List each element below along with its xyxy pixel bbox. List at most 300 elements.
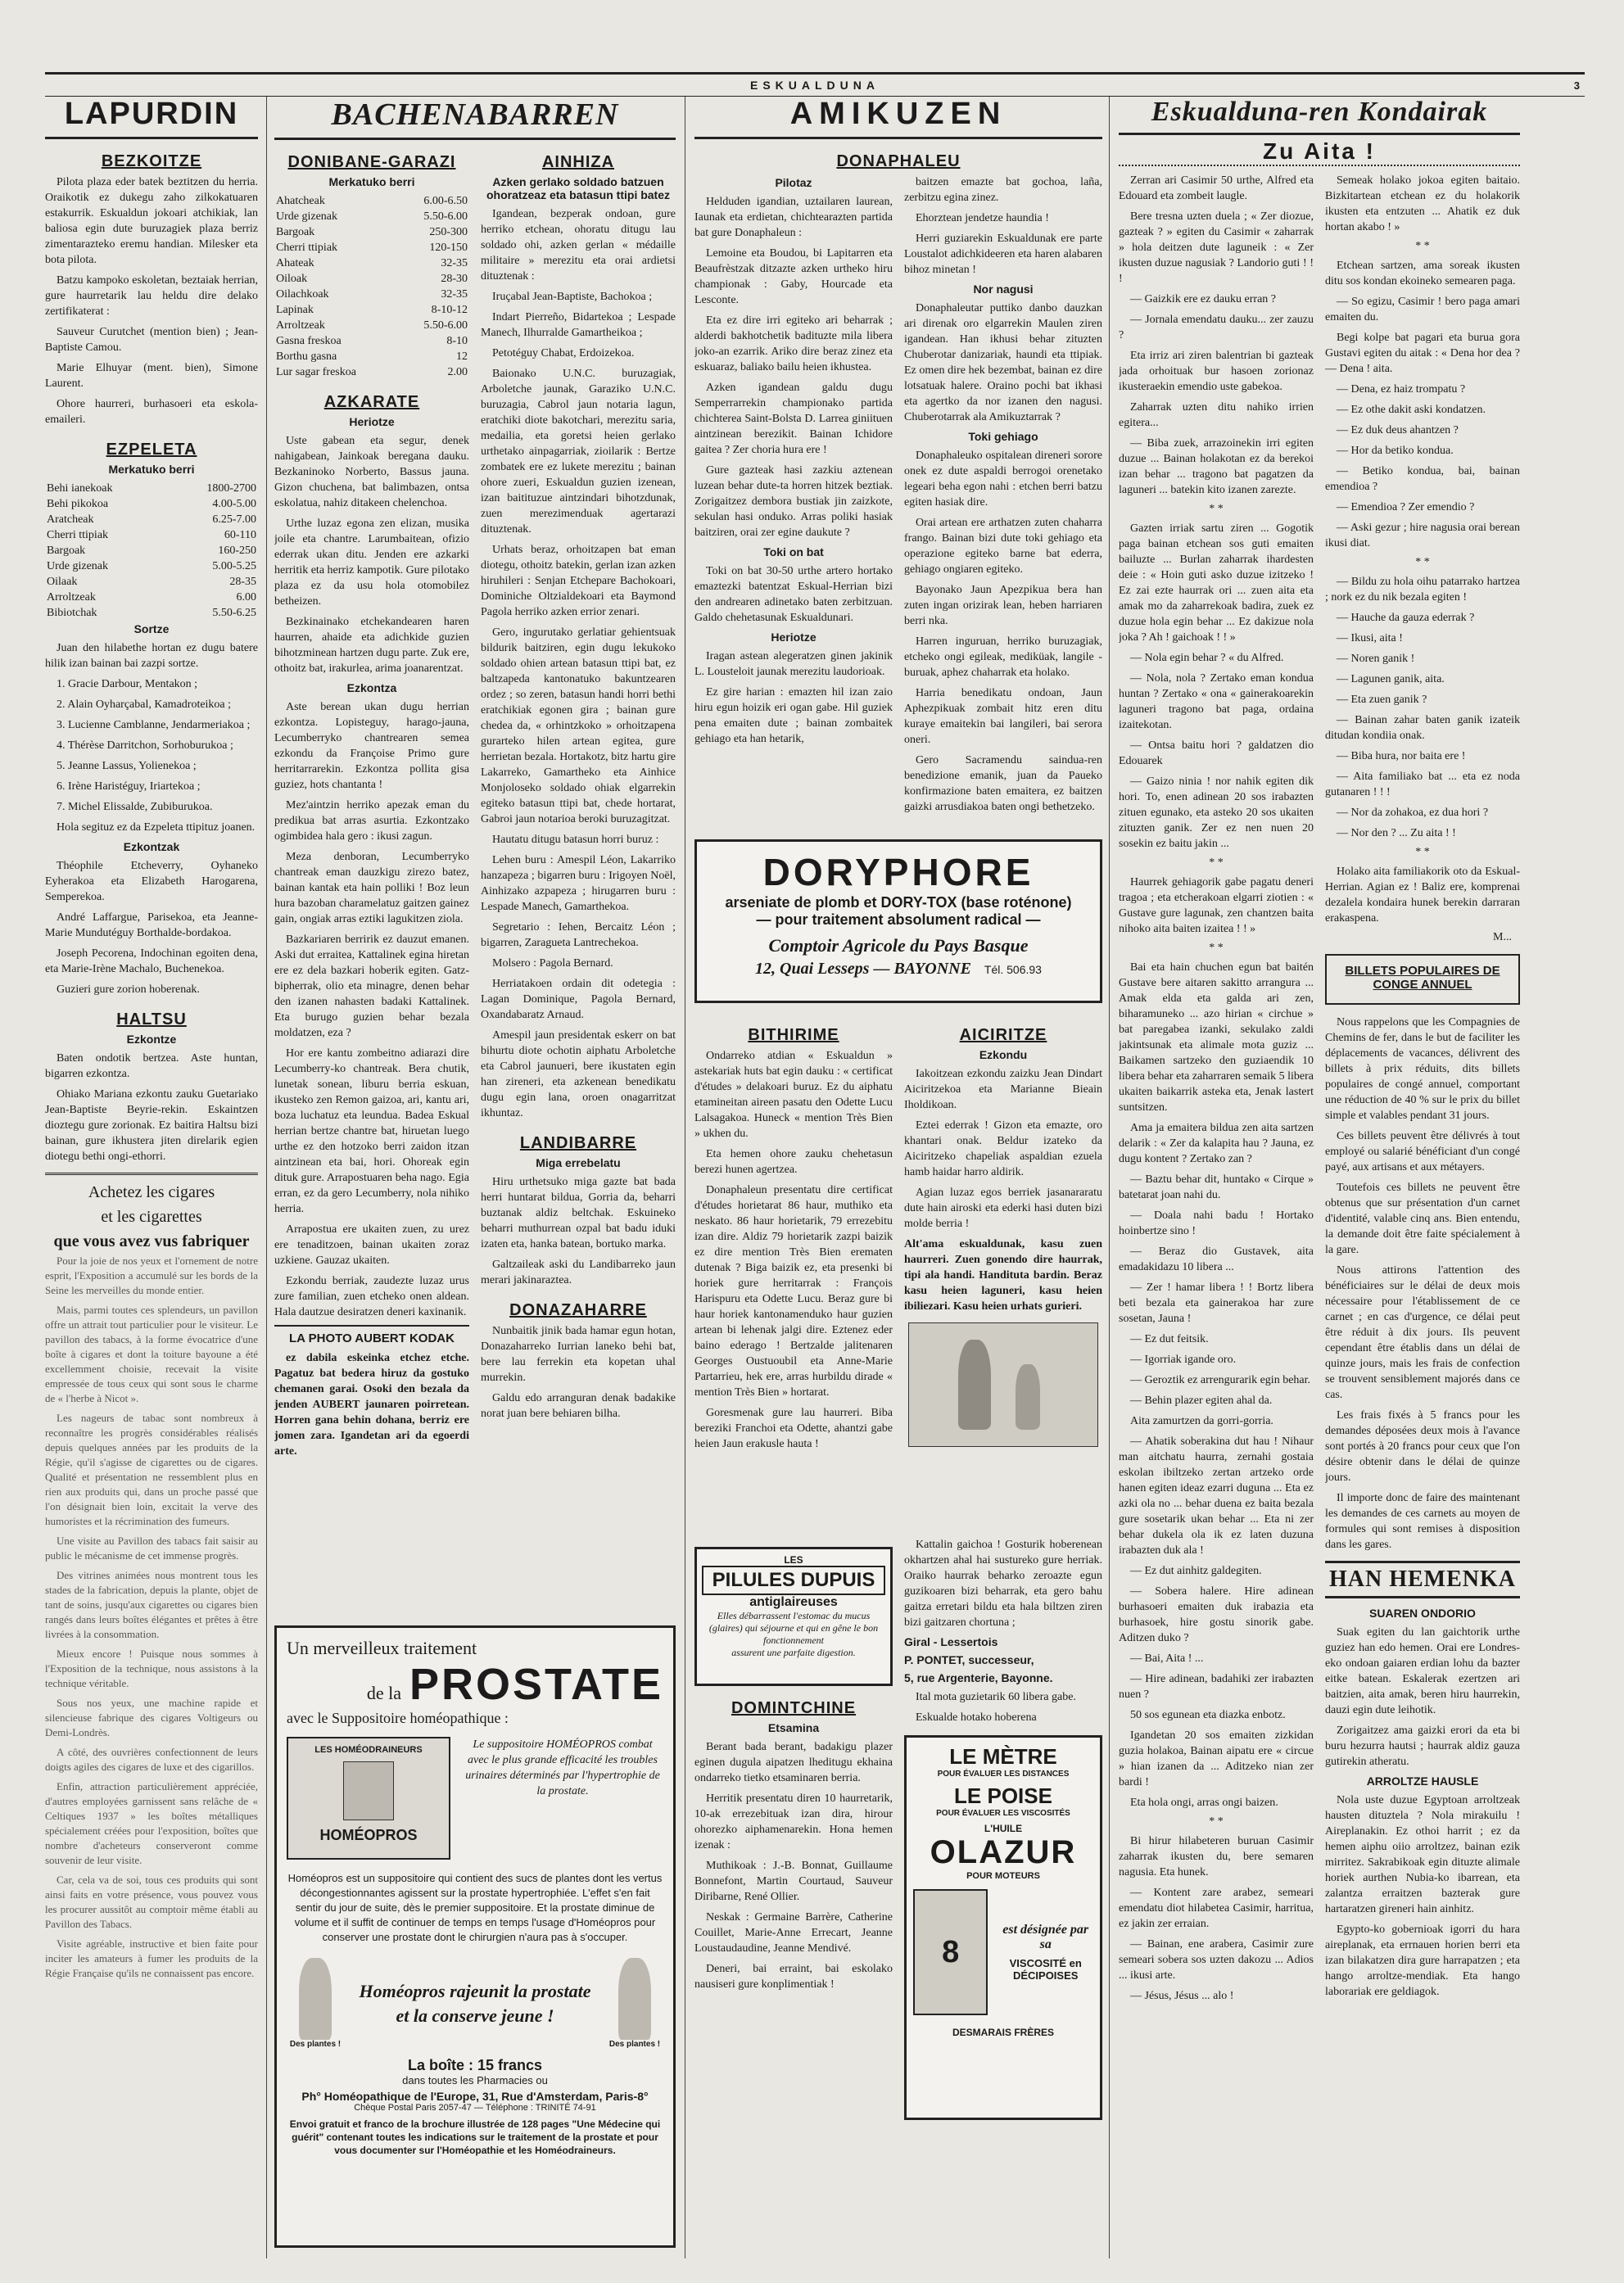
article-text: Galtzaileak aski du Landibarreko jaun merari jakinaraztea.: [481, 1259, 676, 1286]
item-name: Ahateak: [276, 257, 314, 269]
oil-can-icon: 8: [913, 1889, 988, 2015]
story-text: — Nor da zohakoa, ez dua hori ?: [1337, 807, 1489, 819]
section-subtitle: Miga errebelatu: [536, 1156, 621, 1169]
section-title: DONIBANE-GARAZI: [287, 153, 456, 171]
item-price: 28-30: [441, 273, 468, 285]
article-text: Marie Elhuyar (ment. bien), Simone Laurent.: [45, 362, 258, 390]
subcolumn-left: [694, 1013, 893, 1537]
story-text: Haurrek gehiagorik gabe pagatu deneri tragoa ; eta etcherakoan elgarri ziotien : « Gustave gure lagunak, zen chantzen baita nihoko aita baiten izaitea ! ! »: [1119, 876, 1314, 935]
article-text: Mez'aintzin herriko apezak eman du predikua bat arras asurtia. Ezkontzako ogimbidea hala gero : ikusi zagun.: [274, 799, 469, 843]
article-text: Toki on bat 30-50 urthe artero hortako emaztezki batentzat Eskual-Herrian bizi den andrearen adinetako baten zerbitzuan. Galdo chehetasunak Eskualdunari.: [694, 565, 893, 624]
section-title: DOMINTCHINE: [731, 1699, 857, 1717]
table-row: [274, 209, 469, 224]
item-price: 6.25-7.00: [212, 513, 256, 526]
article-text: Hola segituz ez da Ezpeleta ttipituz joanen.: [57, 821, 256, 834]
item-name: Borthu gasna: [276, 350, 337, 363]
ad-line: VISCOSITÉ en DÉCIPOISES: [1009, 1957, 1082, 1982]
section-subtitle: Giral - Lessertois: [904, 1635, 998, 1648]
story-text: — Ikusi, aita !: [1337, 632, 1403, 644]
market-price-table: [45, 481, 258, 621]
article-text: Bezkinainako etchekandearen haren haurren, ahaide eta adichkide guzien bihotzminean hartzen dugu parte. Zuk ere, othoitz bat, irakurlea, arima joanarentzat.: [274, 616, 469, 675]
headline-line: que vous avez vus fabriquer: [53, 1232, 250, 1250]
item-name: Oiloak: [276, 273, 308, 285]
section-title: BILLETS POPULAIRES DE CONGE ANNUEL: [1345, 964, 1500, 992]
table-row: [274, 224, 469, 240]
ad-line: de la: [366, 1683, 401, 1703]
article-text: Hor ere kantu zombeitno adiarazi dire Lecumberry-ko chantreak. Bera chutik, lunetak sonean, liburu berria eskuan, ikusteko zen Remon gaizoa, ari, kantu ari, boza luchatuz eta leundua. Badea Eskual herrian bertze chantre bat, hiruetan luego urthe ez den hotzoko berri zaidon itzan aintzinean eta bai, hori. Ohoreak egin dituk gure. Arrapostuaren beha nago. Egia erran, ez da gero Lecumberry, nola nihiko herria.: [274, 1047, 469, 1215]
section-title: HAN HEMENKA: [1329, 1566, 1516, 1592]
article-text: Les nageurs de tabac sont nombreux à reconnaître les progrès considérables réalisés depuis quelques années par les produits de la Régie, qu'il s'agisse de cigarettes ou de cigares. Qualité et présentation ne ressemblent plus en rien aux produits qui, dans un proche passé que l'on désignait bien loin, excitait la verve des humoristes et la récrimination des fumeurs.: [45, 1412, 258, 1527]
article-text: Une visite au Pavillon des tabacs fait saisir au public le mécanisme de cet immense progrès.: [45, 1535, 258, 1562]
item-name: Bargoak: [47, 545, 86, 557]
article-text: Gero, ingurutako gerlatiar gehientsuak bildurik baitziren, egin dugu lekukoko soldado ohien artean batasun ttipi bat, ez baltzapeda kantonatuko bakuntzearen ordez ; so zeren, batasun handi horri bethi eratchikiak egonen gira ; bainan gure chedea da, « orhintzkoko » orhoitzapena gurarteko hilen artean egitea, gure herrietan bezala. Hortakotz, bitz hartu gire Lakarreko, Gamartheko eta Ainhice Monjoloseko soldado ohiak elgarrekin egiteko batasun ttipi bat, chede hortarat, Gabroi jaun notarioa beroki buruzagitzat.: [481, 626, 676, 825]
article-text: Nous attirons l'attention des bénéficiaires sur le délai de deux mois nécessaire pour l'établissement de ce carnet ; en cas d'urgence, ce délai peut être réduit à dix jours. Ils peuvent cependant être établis dans un délai de quinze jours, mais les frais de confection se trouvent sensiblement majorés dans ce cas.: [1325, 1264, 1520, 1401]
ad-line: Comptoir Agricole du Pays Basque: [768, 935, 1029, 956]
article-text: Nola uste duzue Egyptoan arroltzeak hausten dituztela ? Nola mirakuilu ! Aireplanakin. Ez othoi harrit ; ez da hemen aiphu oiio arroltzez, bainan ezik mirritez. Sakrabikoak egin dituzte alimale horiek aurthen Nubia-ko ibarrean, eta zalantza erraitzen bazterak gure hartaratzen gireneri hain ainhitz.: [1325, 1794, 1520, 1915]
plant-icon: [299, 1958, 332, 2040]
story-text: — Gaizo ninia ! nor nahik egiten dik hori. To, enen adinean 20 sos irabazten zituen egunako, eta asteko 20 sos ukaiten zituzten ganik. Zer ez nen nuen 20 sosekin ez baitu jakin ...: [1119, 775, 1314, 850]
item-name: Bargoak: [276, 226, 315, 238]
ad-slogan-row: [287, 1958, 663, 2049]
item-price: 32-35: [441, 257, 468, 269]
article-text: Sous nos yeux, une machine rapide et silencieuse fabrique des cigares Voltigeurs ou Demi-Londrès.: [45, 1697, 258, 1738]
table-row: [45, 605, 258, 621]
story-text: Zaharrak uzten ditu nahiko irrien egitera...: [1119, 401, 1314, 429]
article-text: Hiru urthetsuko miga gazte bat bada herri huntarat bildua, Gorria da, beharri buztanak aldiz beltchak. Eskuineko beharri muthurrean ozpal bat badu iduki izaten eta, hanka batean, bortuko marka.: [481, 1176, 676, 1250]
figure-shape: [1016, 1364, 1040, 1430]
item-price: 6.00-6.50: [423, 195, 468, 207]
ad-line: avec le Suppositoire homéopathique :: [287, 1710, 509, 1726]
item-price: 28-35: [229, 576, 256, 588]
list-item: 7. Michel Elissalde, Zubiburukoa.: [57, 801, 213, 813]
ad-title-row: [287, 1659, 663, 1710]
item-price: 60-110: [224, 529, 256, 541]
article-text: Herriatakoen ordain dit odetegia : Lagan Dominique, Pagola Bernard, Oxandabaratz Arnaud.: [481, 978, 676, 1021]
article-text: Galdu edo arranguran denak badakike norat juan bere behiaren bilha.: [481, 1392, 676, 1420]
story-text: — Lagunen ganik, aita.: [1337, 673, 1445, 685]
section-title: BEZKOITZE: [101, 152, 202, 170]
article-text: Goresmenak gure lau haurreri. Biba bereziki Franchoi eta Odette, ahantzi gabe heien Jaun erakusle hauta !: [694, 1407, 893, 1450]
region-heading: Eskualduna-ren Kondairak: [1119, 97, 1520, 135]
section-title: BITHIRIME: [748, 1026, 839, 1044]
story-text: — Eta zuen ganik ?: [1337, 694, 1427, 706]
article-text: Uste gabean eta segur, denek nahigabean, Jainkoak beregana dauku. Bezkaninoko Norberto, Bassus jauna. Gizon chuchena, bat balimbazen, ontsa eskolatua, nahiz ditakeen chelenchoa.: [274, 435, 469, 509]
section-separator: * *: [1209, 503, 1224, 515]
table-row: [274, 333, 469, 349]
article-text: Iragan astean alegeratzen ginen jakinik L. Lousteloit jaunak merezitu laudorioak.: [694, 650, 893, 678]
notice-text: Alt'ama eskualdunak, kasu zuen haurreri. Zuen gonendo dire haurrak, tipi ala handi. Handituta bardin. Beraz kasu heien laguneri, kasu heien ibiliezari. Kasu heien urhats gurieri.: [904, 1238, 1102, 1313]
article-text: Iakoitzean ezkondu zaizku Jean Dindart Aiciritzekoa eta Marianne Bieain Iholdikoan.: [904, 1068, 1102, 1111]
article-text: Sauveur Curutchet (mention bien) ; Jean-Baptiste Camou.: [45, 326, 258, 354]
story-text: — Betiko kondua, bai, bainan emendioa ?: [1325, 465, 1520, 493]
slogan-line: et la conserve jeune !: [396, 2005, 554, 2026]
article-text: Herri guziarekin Eskualdunak ere parte Loustalot adichkideeren eta haren alabaren bihoz minetan !: [904, 233, 1102, 276]
table-row: [45, 558, 258, 574]
headline-line: et les cigarettes: [101, 1208, 202, 1226]
article-text: Aste berean ukan dugu herrian ezkontza. Lopisteguy, harago-jauna, Lecumberryko chantrearen semea ezkondu da Françoise Primo gure herritarrarekin. Ezkontza pollita gisa guziez, hots chantanta !: [274, 701, 469, 791]
item-name: Bibiotchak: [47, 607, 97, 619]
story-text: — Bainan zahar baten ganik izateik ditudan kondiia onak.: [1325, 714, 1520, 742]
section-subtitle: Heriotze: [349, 415, 395, 428]
column-lapurdin: [45, 97, 266, 1986]
ad-line: POUR ÉVALUER LES DISTANCES: [937, 1770, 1070, 1779]
article-text: Ital mota guzietarik 60 libera gabe.: [916, 1691, 1076, 1703]
article-text: Harren inguruan, herriko buruzagiak, etcheko ongi egileak, mediküak, langile - buruak, aphez chaharrak eta holako.: [904, 635, 1102, 679]
ad-brand-title: DORYPHORE: [762, 851, 1034, 893]
story-text: Igandetan 20 sos emaiten zizkidan guzia holakoa, Bainan aipatu ere « circue » hian izanen da ... Aditzeko nian zer bardi !: [1119, 1729, 1314, 1788]
item-price: 12: [456, 350, 468, 363]
article-text: Ondarreko atdian « Eskualdun » astekariak huts bat egin dauku : « certificat d'études » delakoari buruz. Ez du aiphatu etamineitan aireen pasatu den Odette Lucu Lalsagakoa. Huneck « mention Très Bien » ukhen du.: [694, 1050, 893, 1140]
list-item: 6. Irène Haristéguy, Iriartekoa ;: [57, 780, 201, 793]
story-text: Eta irriz ari ziren balentrian bi gazteak jada orhoituak bur hasoen zorionaz ikusteraekin emendio uste gabekoa.: [1119, 350, 1314, 393]
section-title: LA PHOTO AUBERT KODAK: [289, 1331, 455, 1345]
article-text: Iruçabal Jean-Baptiste, Bachokoa ;: [492, 291, 653, 303]
story-text: Gazten irriak sartu ziren ... Gogotik paga bainan etchean sos guti emaiten bailuzte ... Burlan zaharrak ihardesten deie : « Hoin guti asko duzue izitzeko ! Ez zai ezte haurrak ori ... zuen aita eta amak mo da zaharrekoak badira, zuek ez duzue hola egin behar ... Ez dakizue nola joka ? Ah ! gaichoak ! ! »: [1119, 522, 1314, 644]
article-text: Kattalin gaichoa ! Gosturik hoberenean okhartzen ahal hai sustureko gure herriak. Oraiko haurrak beharko zeroazte egun guzikoaren bizi beharrak, eta gero bahu gaitza erretari bildu eta hala biltzen ziren bizi gaitzaren chortuna ;: [904, 1539, 1102, 1629]
table-row: [45, 512, 258, 527]
article-text: Ohiako Mariana ezkontu zauku Guetariako Jean-Baptiste Beyrie-rekin. Eskaintzen dioztegu gure zorionak. Ez baitira Haltsu bizi bainan, gure ikhustera jiten direlarik egien diotegu bethi ongi-ethorri.: [45, 1088, 258, 1163]
table-row: [274, 240, 469, 255]
ad-visual-row: [913, 1889, 1093, 2015]
story-text: — Doala nahi badu ! Hortako hoinbertze sino !: [1119, 1209, 1314, 1237]
article-text: Eskualde hotako hoberena: [916, 1711, 1037, 1724]
shop-name: P. PONTET, successeur,: [904, 1653, 1034, 1666]
article-text: Ohore haurreri, burhasoeri eta eskola-emaileri.: [45, 398, 258, 426]
story-text: — Baztu behar dit, huntako « Cirque » batetarat joan nahi du.: [1119, 1173, 1314, 1201]
cigar-headline: [45, 1180, 258, 1254]
item-name: Urde gizenak: [276, 210, 338, 223]
section-subtitle: SUAREN ONDORIO: [1369, 1607, 1476, 1620]
story-text: Holako aita familiakorik oto da Eskual-Herrian. Agian ez ! Baliz ere, komprenai dezalela kondaira hunek berekin darraran erakaspena.: [1325, 866, 1520, 925]
article-text: Mieux encore ! Puisque nous sommes à l'Exposition de la technique, nous assistons à la technique véritable.: [45, 1648, 258, 1689]
subcolumn-right: [904, 1013, 1102, 1537]
article-text: Bazkariaren berririk ez dauzut emanen. Aski dut erraitea, Kattalinek egina hiretan ere ez dela bazkari hoberik egiten. Gatz-bipherrak, olio eta minagre, denen behar den izanen nahasten badaki Kattalinek. Eta burugo guzien behar bezala moldatzen, eza ?: [274, 934, 469, 1039]
item-name: Oilaak: [47, 576, 78, 588]
item-name: Lur sagar freskoa: [276, 366, 356, 378]
item-name: Behi pikokoa: [47, 498, 109, 510]
table-row: [274, 287, 469, 302]
shop-address: 5, rue Argenterie, Bayonne.: [904, 1671, 1053, 1684]
ad-slogan: [344, 1979, 606, 2028]
section-subtitle: Merkatuko berri: [328, 175, 415, 188]
ad-line: est désignée par sa: [1002, 1923, 1089, 1951]
article-text: Car, cela va de soi, tous ces produits qui sont ainsi faits en votre présence, vous pouvez vous les procurer aussitôt au comptoir même établi au Pavillon des Tabacs.: [45, 1874, 258, 1930]
ad-product-row: [287, 1737, 663, 1860]
article-text: Gero Sacramendu saindua-ren benedizione emanik, juan da Paueko konfirmazione baten emaitera, ez baitzen gaizki arrusdiakoa baten ongi bethetzeko.: [904, 754, 1102, 813]
story-text: Zerran ari Casimir 50 urthe, Alfred eta Edouard eta zombeit laugle.: [1119, 174, 1314, 202]
item-name: Cherri ttipiak: [276, 242, 338, 254]
mother-child-illustration: [908, 1322, 1098, 1447]
article-text: A côté, des ouvrières confectionnent de leurs doigts agiles des cigares de luxe et des cigarillos.: [45, 1746, 258, 1773]
story-text: — Noren ganik !: [1337, 653, 1415, 665]
article-text: Gure gazteak hasi zazkiu aztenean luzean behar dute-ta horren hitzek beztiak. Zorigaitzez dembora bustiak jin zaizkote, sekulan hasi onduko. Arras poliki hasiak baitziren, orai zer egine daukute ?: [694, 464, 893, 539]
ad-line: Chèque Postal Paris 2057-47 — Téléphone : TRINITÉ 74-91: [354, 2103, 596, 2113]
article-text: Berant bada berant, badakigu plazer eginen dugula aipatzen lheditugu ekhaina ondarreko tietko etsaminaren berria.: [694, 1741, 893, 1784]
article-text: Ezkondu berriak, zaudezte luzaz urus zure familian, zuen etcheko onen aldean. Hala dautzue desiratzen deneri kaxinanik.: [274, 1275, 469, 1318]
item-name: Lapinak: [276, 304, 314, 316]
article-text: Pilota plaza eder batek beztitzen du herria. Oraikotik ez dukegu zaho zilkokatuaren estakurrik. Eskualdun jokoari atchikiak, lan baliosa egin dute buruzagiek plaza berriz zimentarazteko eremu handian. Milesker eta bota pilota.: [45, 176, 258, 266]
story-text: — Emendioa ? Zer emendio ?: [1337, 501, 1475, 513]
story-text: — Dena, ez haiz trompatu ?: [1337, 383, 1466, 396]
section-title: AICIRITZE: [959, 1026, 1047, 1044]
article-text: Ehorztean jendetze haundia !: [916, 212, 1049, 224]
story-text: — Bildu zu hola oihu patarrako hartzea ; nork ez du nik bezala egiten !: [1325, 576, 1520, 604]
ad-brand-title: PILULES DUPUIS: [702, 1566, 885, 1595]
page-number: 3: [1573, 79, 1585, 92]
article-text: Muthikoak : J.-B. Bonnat, Guillaume Bonnefont, Martin Courtaud, Sauveur Diribarne, René Ollier.: [694, 1860, 893, 1903]
section-title: HALTSU: [116, 1010, 187, 1028]
article-text: Joseph Pecorena, Indochinan egoiten dena, eta Marie-Irène Machalo, Buchenekoa.: [45, 947, 258, 975]
ad-line: Envoi gratuit et franco de la brochure illustrée de 128 pages "Une Médecine qui guérit" contenant toutes les indications sur le traitement de la prostate et pour vous documenter sur l'Homéopathie et les Homéodraineurs.: [289, 2118, 661, 2156]
story-text: Etchean sartzen, ama soreak ikusten ditu sos kondan ekoineko semearen paga.: [1325, 260, 1520, 287]
story-text: — Hor da betiko kondua.: [1337, 445, 1454, 457]
story-text: — Sobera halere. Hire adinean burhasoeri emaiten duk irabazia eta burhasoek, hire gostu sinorik gabe. Aditzen duko ?: [1119, 1585, 1314, 1644]
article-text: Urthe luzaz egona zen elizan, musika joile eta chantre. Larumbaitean, ofizio ederrak ukan ditu. Jenden ere azkarki herritik eta herriz kampotik. Gure pilotako plaza ez da usu hola otomobilez betheizen.: [274, 518, 469, 608]
story-text: — Ez othe dakit aski kondatzen.: [1337, 404, 1486, 416]
market-price-table: [274, 193, 469, 380]
divider: [45, 1173, 258, 1175]
plant-caption: Des plantes !: [608, 2040, 661, 2049]
item-name: Arroltzeak: [47, 591, 96, 604]
article-text: Batzu kampoko eskoletan, beztaiak herrian, gure haurretarik lau heldu dire delako zertifikaterat :: [45, 274, 258, 318]
story-text: 50 sos egunean eta diazka enbotz.: [1130, 1709, 1286, 1721]
article-text: Ces billets peuvent être délivrés à tout employé ou salarié bénéficiant d'un congé payé, aux artisans et aux métayers.: [1325, 1130, 1520, 1173]
story-text: — Bai, Aita ! ...: [1130, 1652, 1204, 1665]
story-text: — Ahatik soberakina dut hau ! Nihaur man aitchatu haurra, zernahi gostaia eskolan ibiltzeko zertan artzeko orde hanen egiten ideaz ezarri duguna ... Eta ez azki ola no ... behar duena ez baita bezala gure sosetarik ukan behar ... Eta ni zer behar dukela ola ik ez laten duzuna irabazten duk ala !: [1119, 1435, 1314, 1557]
section-subtitle: Ezkontza: [346, 681, 397, 694]
item-name: Aratcheak: [47, 513, 94, 526]
item-price: 32-35: [441, 288, 468, 301]
slogan-line: Homéopros rajeunit la prostate: [359, 1980, 591, 2001]
pilules-dupuis-advertisement: [694, 1547, 893, 1686]
column-amikuzen: [686, 97, 1111, 2258]
item-price: 120-150: [429, 242, 468, 254]
section-title: LANDIBARRE: [519, 1134, 637, 1152]
author-signature: M...: [1493, 931, 1512, 943]
item-price: 5.00-5.25: [212, 560, 256, 572]
list-item: 1. Gracie Darbour, Mentakon ;: [57, 678, 198, 690]
article-text: Segretario : Iehen, Bercaitz Léon ; bigarren, Zaragueta Lantrechekoa.: [481, 921, 676, 949]
table-row: [45, 590, 258, 605]
table-row: [45, 574, 258, 590]
article-text: Juan den hilabethe hortan ez dugu batere hilik izan bainan bai zazpi sortze.: [45, 642, 258, 670]
section-subtitle: Ezkontze: [126, 1033, 177, 1046]
item-price: 5.50-6.00: [423, 210, 468, 223]
section-separator: * *: [1209, 857, 1224, 869]
two-column-body: [274, 140, 676, 1614]
story-text: — Igorriak igande oro.: [1130, 1354, 1237, 1366]
han-hemenka-banner: [1325, 1561, 1520, 1598]
ad-line: POUR ÉVALUER LES VISCOSITÉS: [936, 1809, 1070, 1818]
two-column-body: [1119, 173, 1520, 2245]
story-text: Ama ja emaitera bildua zen aita sartzen delarik : « Zer da kalapita hau ? Jauna, ez dugu kontent ? Zertako zan ?: [1119, 1122, 1314, 1165]
story-text: Eta hola ongi, arras ongi baizen.: [1130, 1797, 1278, 1809]
article-text: Agian luzaz egos berriek jasanararatu dute hain airoski eta ederki hasi duten bizi molde berria !: [904, 1187, 1102, 1230]
ad-line: arseniate de plomb et DORY-TOX (base roténone): [725, 894, 1072, 911]
figure-shape: [958, 1340, 991, 1430]
story-text: Semeak holako jokoa egiten baitaio. Bizkitartean etchean ez du holakorik ikusten eta entzuten ... Ahatik ez duk hortan akabo ! »: [1325, 174, 1520, 233]
story-text: Bere tresna uzten duela ; « Zer diozue, gazteak ? » egiten du Casimir « zaharrak » hola deitzen dute laguneik : « Zer ikusten duzue nagusiak ? Landorio guti ! ! !: [1119, 210, 1314, 285]
doryphore-advertisement: [694, 839, 1102, 1003]
ad-footer: DESMARAIS FRÈRES: [952, 2027, 1054, 2038]
article-text: Orai artean ere arthatzen zuten chaharra frango. Bainan bizi dute toki gehiago eta operazione egiteko barne bat ederra, gehiago ongiaren egiteko.: [904, 517, 1102, 576]
subcolumn-left: [1119, 173, 1314, 2245]
article-text: Lehen buru : Amespil Léon, Lakarriko hanzapeza ; bigarren buru : Irigoyen Noël, Ainhizako azpapeza ; hirugarren buru : Lespade Manech, Gamarthekoa.: [481, 854, 676, 913]
ad-line: antiglaireuses: [749, 1595, 838, 1609]
section-title: DONAPHALEU: [836, 152, 961, 170]
story-text: — Behin plazer egiten ahal da.: [1130, 1395, 1273, 1407]
ad-price: La boîte : 15 francs: [407, 2057, 543, 2073]
ad-description: Le suppositoire HOMÉOPROS combat avec le plus grande efficacité les troubles urinaires déterminés par l'hypertrophie de la prostate.: [465, 1738, 660, 1797]
story-text: — So egizu, Casimir ! bero paga amari emaiten du.: [1325, 296, 1520, 323]
article-text: Petotéguy Chabat, Erdoizekoa.: [492, 347, 635, 359]
item-price: 250-300: [429, 226, 468, 238]
plant-caption: Des plantes !: [289, 2040, 342, 2049]
section-title: DONAZAHARRE: [509, 1301, 647, 1319]
section-subtitle: Etsamina: [767, 1721, 820, 1734]
section-title: AZKARATE: [323, 393, 420, 411]
article-text: Donaphaleutar puttiko danbo dauzkan ari direnak oro elgarrekin Maulen ziren igandean. Han ikhusi behar zituzten Chuberotar danizariak, haundi eta ttipiak. Ez omen dire hek bezembat, bainan ez dire lotsatuak halere. Oraino pochi bat ikhasi eta agertko da nor izanen den nagusi. Chuberotarrak ala Amikuztarrak ?: [904, 302, 1102, 423]
box-brand: HOMÉOPROS: [319, 1827, 418, 1843]
article-text: Egypto-ko gobernioak igorri du hara aireplanak, eta errnauen horien berri eta izan bilakatzen dira gure harrapatzen ; eta hango arroltze-mendiak. Eta hango laborariak ere geldiagok.: [1325, 1924, 1520, 1998]
article-text: Donaphaleuko ospitalean direneri sorore onek ez dute aspaldi berrogoi orenetako legeari beha egon nahi : etchen berri batzu egiten hasiak dire.: [904, 450, 1102, 509]
article-text: Meza denboran, Lecumberryko chantreak eman dauzkigu zirezo batez, bainan kantak eta hain polliki ! Boz leun hura bazoban charamelatuz gaitzen gainez gain, ongiak arras eztiki lagukitzen ziola.: [274, 851, 469, 925]
story-title: Zu Aita !: [1119, 138, 1520, 166]
list-item: 4. Thérèse Darritchon, Sorhoburukoa ;: [57, 739, 233, 752]
ad-line: — pour traitement absolument radical —: [756, 911, 1041, 928]
story-text: Bai eta hain chuchen egun bat baitén Gustave bere aitaren sakitto arrangura ... Amak elda eta galda ari zen, biharamuneko ... azo hirian « circhue » bat paregabea izanki, sekulako zaldi jakintsunak eta alimale mota guziz ... Baikamen sartzeko den guziaendik 10 libera behar eta zaharraren semaik 5 libera ukaiten baikarrik asteka eta, Jenak lastert suntsitzen.: [1119, 961, 1314, 1114]
section-subtitle: Toki gehiago: [968, 430, 1038, 443]
section-subtitle: Ezkondu: [979, 1048, 1028, 1061]
section-subtitle: Nor nagusi: [973, 283, 1034, 296]
article-text: Des vitrines animées nous montrent tous les stades de la fabrication, depuis la plante, objet de tant de soins, jusqu'aux cigarettes ou cigares bien rangés dans leurs boîtes élégantes et prêtes à être livrées à la consommation.: [45, 1569, 258, 1640]
item-price: 1800-2700: [206, 482, 256, 495]
article-text: Urhats beraz, orhoitzapen bat eman diotegu, othoitz batekin, gerlan izan azken hiruhileri : Senjan Etchepare Bachokoari, Dominiche Oltzialdekoari eta Baymond Pagola herriko azken errior zenari.: [481, 544, 676, 618]
table-row: [274, 349, 469, 364]
story-text: — Biba hura, nor baita ere !: [1337, 750, 1466, 762]
ad-line: Un merveilleux traitement: [287, 1638, 477, 1658]
billets-notice: [1325, 954, 1520, 1005]
box-label: LES HOMÉODRAINEURS: [314, 1745, 423, 1755]
ad-brand-title: OLAZUR: [930, 1834, 1077, 1870]
story-text: Bi hirur hilabeteren buruan Casimir zaharrak ikusten du, bere semaren nagusia. Eta hunek.: [1119, 1835, 1314, 1878]
story-text: — Nola egin behar ? « du Alfred.: [1130, 652, 1284, 664]
ad-line: assurent une parfaite digestion.: [731, 1647, 856, 1658]
table-row: [274, 364, 469, 380]
region-heading: AMIKUZEN: [694, 97, 1102, 139]
headline-line: Achetez les cigares: [88, 1183, 215, 1201]
article-text: Azken igandean galdu dugu Semperrarrekin championako partida chichterea Saint-Bolsta D. Larrea giniituen aintzinean berezikit. Bainan Ichidore gaitea ? Zer choria hura ere !: [694, 382, 893, 456]
article-text: Baionako U.N.C. buruzagiak, Arboletche jaunak, Garaziko U.N.C. buruzagia, Cabrol jaun notaria lagun, eratchiki diote bakotchari, merezitu saria, medailia, eta goretsi heien gerlako urthetako ainpagarriak, zioilarik : Bertze zombatek ere ez lukete merezitu ; bainan ohore zueri, Eskualdun guzien izenean, izan baitituzue aintzindari bihotzdunak, zuen merezimenduak agertarazi dituztenak.: [481, 368, 676, 536]
item-name: Behi ianekoak: [47, 482, 113, 495]
plant-icon: [618, 1958, 651, 2040]
item-price: 8-10-12: [431, 304, 468, 316]
story-text: — Aski gezur ; hire nagusia orai berean ikusi diat.: [1325, 522, 1520, 549]
list-item: 2. Alain Oyharçabal, Kamadroteikoa ;: [57, 698, 232, 711]
subcolumn-left: [274, 140, 469, 1614]
ad-tagline: [997, 1923, 1093, 1982]
section-subtitle: Ezkontzak: [123, 840, 180, 853]
article-text: Nous rappelons que les Compagnies de Chemins de fer, dans le but de faciliter les déplacements de vacances, délivrent des billets à prix réduits, dits billets populaires de congé annuel, comportant une réduction de 40 % sur le prix du billet simple et valables pendant 31 jours.: [1325, 1016, 1520, 1122]
story-text: — Ontsa baitu hori ? galdatzen dio Edouarek: [1119, 739, 1314, 767]
article-text: ez dabila eskeinka etchez etche. Pagatuz bat bedera hiruz da gostuko chemanen garai. Osoki den bezala da jenden AUBERT jaunaren poirretean. Horren gana behin dohana, berriz ere jomen zara. Igandetan ari da egoerdi arte.: [274, 1352, 469, 1458]
item-name: Cherri ttipiak: [47, 529, 109, 541]
story-text: — Geroztik ez arrengurarik egin behar.: [1130, 1374, 1311, 1386]
article-text: Nunbaitik jinik bada hamar egun hotan, Donazaharreko Iurrian laneko behi bat, bere lau ferrekin eta kopetan uhal murrekin.: [481, 1325, 676, 1384]
section-separator: * *: [1415, 556, 1430, 568]
article-text: Enfin, attraction particulièrement appréciée, d'autres employées garnissent sans relâche de « Celtiques 1937 » les boîtes métalliques spécialement créées pour l'exposition, boîtes que nombre d'acheteurs conserveront comme souvenir de leur visite.: [45, 1780, 258, 1866]
section-subtitle: Merkatuko berri: [108, 463, 195, 476]
table-row: [274, 193, 469, 209]
article-text: Visite agréable, instructive et bien faite pour inciter les amateurs à fumer les produits de la Régie Française qu'ils ne connaissent pas encore.: [45, 1937, 258, 1979]
item-name: Ahatcheak: [276, 195, 325, 207]
column-kondairak: [1111, 97, 1520, 2258]
story-text: — Zer ! hamar libera ! ! Bortz libera beti bezala eta gainerakoa har zure sosetan, Jauna !: [1119, 1282, 1314, 1325]
item-name: Gasna freskoa: [276, 335, 342, 347]
list-item: 3. Lucienne Camblanne, Jendarmeriakoa ;: [57, 719, 251, 731]
article-text: baitzen emazte bat gochoa, laña, zerbitzu egina zinez.: [904, 176, 1102, 204]
story-text: Aita zamurtzen da gorri-gorria.: [1130, 1415, 1273, 1427]
article-text: Mais, parmi toutes ces splendeurs, un pavillon offre un attrait tout particulier pour le visiteur. Le pavillon des tabacs, à la forme évocatrice d'une boîte à cigares et dont la toiture bayoune a été excellemment choisie, recevait la visite empressée de tous ceux qui sont sous le charme de « l'herbe à Nicot ».: [45, 1304, 258, 1404]
section-separator: * *: [1415, 240, 1430, 252]
masthead: [45, 72, 1585, 97]
article-text: Hautatu ditugu batasun horri buruz :: [492, 834, 659, 846]
story-text: — Ez duk deus ahantzen ?: [1337, 424, 1459, 436]
ad-phone: Tél. 506.93: [984, 963, 1042, 976]
article-text: Lemoine eta Boudou, bi Lapitarren eta Beaufrèstzak ditzazte azken urtheko hiru championak : Gaby, Hourcade eta Lesconte.: [694, 247, 893, 306]
ad-body-text: Homéopros est un suppositoire qui contient des sucs de plantes dont les vertus décongestionnantes agissent sur la prostate hypertrophiée. L'effet s'en fait sentir du jour de suite, dès le premier suppositoire. Et la prostate diminue de volume et il suffit de continuer de temps en temps l'usage d'Homéopros pour conserver une prostate dont le chirurgien n'aura pas à s'occuper.: [287, 1872, 663, 1943]
article-text: Deneri, bai erraint, bai eskolako nausiseri gure konplimentiak !: [694, 1963, 893, 1991]
section-subtitle: ARROLTZE HAUSLE: [1366, 1774, 1479, 1788]
item-name: Arroltzeak: [276, 319, 325, 332]
subcolumn-left: [694, 174, 893, 830]
ad-line: Elles débarrassent l'estomac du mucus (glaires) qui séjourne et qui en gêne le bon fonctionnement: [708, 1610, 879, 1646]
ad-line: LE POISE: [954, 1783, 1052, 1808]
section-subtitle: Heriotze: [771, 631, 817, 644]
story-text: — Gaizkik ere ez dauku erran ?: [1130, 293, 1277, 305]
table-row: [45, 527, 258, 543]
section-title: AINHIZA: [541, 153, 615, 171]
article-text: André Laffargue, Parisekoa, eta Jeanne-Marie Mundutéguy Borthalde-bordakoa.: [45, 911, 258, 939]
ad-line: LES: [784, 1554, 803, 1566]
article-text: Helduden igandian, uztailaren laurean, Iaunak eta erdietan, chichtearazten partida bat gure Donaphaleun :: [694, 196, 893, 239]
story-text: — Jésus, Jésus ... alo !: [1130, 1990, 1234, 2002]
article-text: Toutefois ces billets ne peuvent être obtenus que sur présentation d'un carnet d'identité, valable cinq ans. Bien entendu, la demande doit être faite spécialement à la gare.: [1325, 1182, 1520, 1256]
list-item: 5. Jeanne Lassus, Yolienekoa ;: [57, 760, 197, 772]
section-separator: * *: [1209, 1815, 1224, 1828]
subcolumn-right: [904, 1537, 1102, 2192]
article-text: Indart Pierreño, Bidartekoa ; Lespade Manech, Ilhurralde Gamartheikoa ;: [481, 311, 676, 339]
table-row: [274, 255, 469, 271]
table-row: [45, 543, 258, 558]
story-text: — Bainan, ene arabera, Casimir zure semeari sobera sos uzten dakozu ... Adios ... ikusi arte.: [1119, 1938, 1314, 1982]
plant-illustration-left: [287, 1958, 344, 2049]
item-name: Oilachkoak: [276, 288, 329, 301]
item-price: 5.50-6.25: [212, 607, 256, 619]
article-text: Baten ondotik bertzea. Aste huntan, bigarren ezkontza.: [45, 1052, 258, 1080]
table-row: [274, 318, 469, 333]
table-row: [45, 496, 258, 512]
product-image: [343, 1761, 394, 1820]
product-box-illustration: [287, 1737, 450, 1860]
story-text: — Nola, nola ? Zertako eman kondua huntan ? Zertako « ona « gainerakoarekin laguneri tragono bat paga, ordaina izaitekotan.: [1119, 672, 1314, 731]
section-title: EZPELETA: [106, 441, 197, 459]
story-text: — Ez dut feitsik.: [1130, 1333, 1209, 1345]
table-row: [274, 271, 469, 287]
article-text: Amespil jaun presidentak eskerr on bat bihurtu diote ochotin aiphatu Arboletche eta Cabrol jaunueri, bere ikustaten egin han zireneri, eta azkenean benedikatu dugu egin lana, oroen onagarritzat ikhuntaz.: [481, 1029, 676, 1119]
item-price: 6.00: [236, 591, 256, 604]
subcolumn-left: [694, 1537, 893, 2192]
